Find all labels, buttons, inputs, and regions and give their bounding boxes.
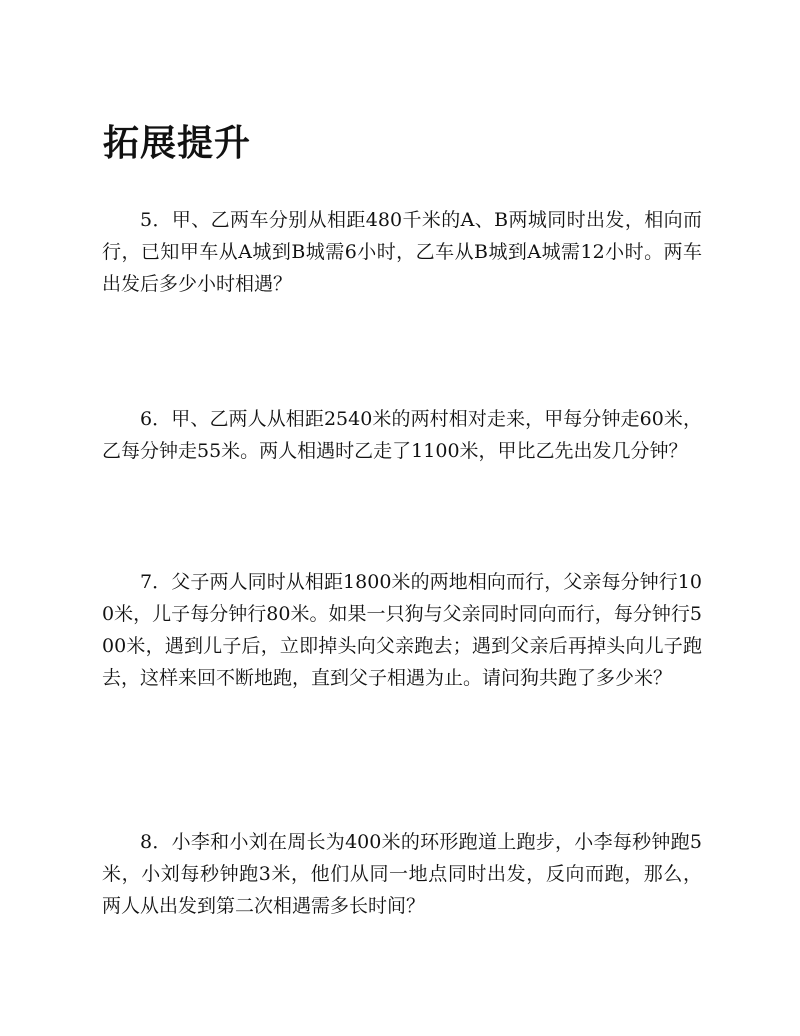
- problem-5: [102, 204, 702, 300]
- problem-text: 父子两人同时从相距1800米的两地相向而行，父亲每分钟行100米，儿子每分钟行80米。如果一只狗与父亲同时同向而行，每分钟行500米，遇到儿子后，立即掉头向父亲跑去；遇到父亲后再掉头向儿子跑去，这样来回不断地跑，直到父子相遇为止。请问狗共跑了多少米？: [102, 571, 702, 689]
- problem-number: 8．: [140, 831, 172, 853]
- problem-text: 甲、乙两人从相距2540米的两村相对走来，甲每分钟走60米，乙每分钟走55米。两人相遇时乙走了1100米，甲比乙先出发几分钟？: [102, 408, 702, 462]
- problem-number: 6．: [140, 408, 172, 430]
- problem-8: [102, 826, 702, 922]
- problem-6: [102, 403, 702, 467]
- problem-number: 5．: [140, 209, 172, 231]
- problem-text: 甲、乙两车分别从相距480千米的A、B两城同时出发，相向而行，已知甲车从A城到B城需6小时，乙车从B城到A城需12小时。两车出发后多少小时相遇？: [102, 209, 702, 295]
- problem-text: 小李和小刘在周长为400米的环形跑道上跑步，小李每秒钟跑5米，小刘每秒钟跑3米，他们从同一地点同时出发，反向而跑，那么，两人从出发到第二次相遇需多长时间？: [102, 831, 703, 917]
- problem-number: 7．: [140, 571, 172, 593]
- section-title: 拓展提升: [103, 123, 252, 164]
- problem-7: [102, 566, 702, 694]
